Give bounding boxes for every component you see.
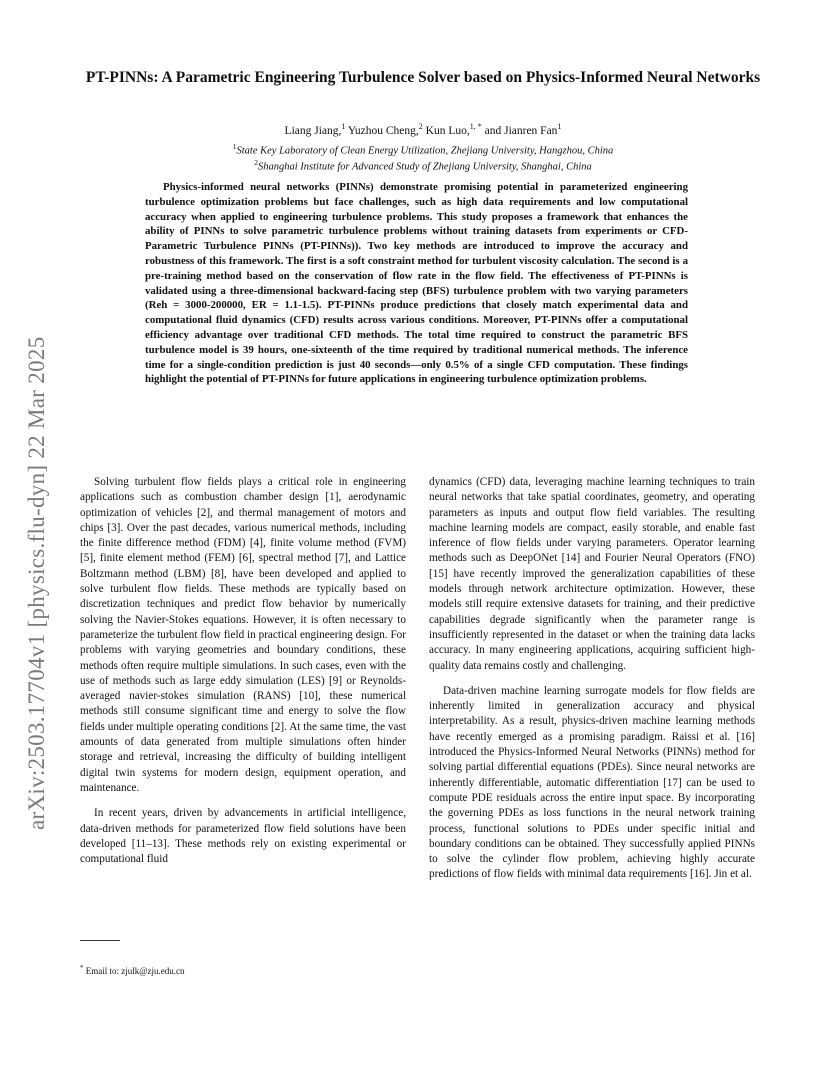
body-column-right: [429, 475, 755, 883]
body-paragraph: dynamics (CFD) data, leveraging machine learning techniques to train neural networks that take spatial coordinates, geometry, and operating parameters as inputs and output flow field variables. The resulting machine learning models are compact, easily storable, and enable fast inference of flow fields under varying parameters. Operator learning methods such as DeepONet [14] and Fourier Neural Operators (FNO) [15] have recently improved the generalization capabilities of these models through network architecture optimization. However, these models still require extensive datasets for training, and their predictive capabilities degrade significantly when the parameter range is insufficiently represented in the dataset or when the training data lacks accuracy. In many engineering applications, acquiring sufficient high-quality data remains costly and challenging.: [429, 476, 755, 672]
body-paragraph: Solving turbulent flow fields plays a critical role in engineering applications such as combustion chamber design [1], aerodynamic optimization of vehicles [2], and thermal management of motors and chips [3]. Over the past decades, various numerical methods, including the finite difference method (FDM) [4], finite volume method (FVM) [5], finite element method (FEM) [6], spectral method [7], and Lattice Boltzmann method (LBM) [8], have been developed and applied to solve turbulent flow fields. These methods are typically based on discretization techniques and predict flow behavior by numerically solving the Navier-Stokes equations. However, it is often necessary to parameterize the turbulent flow field in practical engineering design. For problems with varying geometries and boundary conditions, these methods often require multiple simulations. In such cases, even with the use of methods such as large eddy simulation (LES) [9] or Reynolds-averaged navier-stokes simulation (RANS) [10], these numerical methods still consume significant time and energy to solve the flow fields under multiple operating conditions [2]. At the same time, the vast amounts of data generated from multiple simulations often hinder storage and retrieval, increasing the difficulty of building intelligent digital twin systems for modern design, equipment operation, and maintenance.: [80, 476, 406, 794]
author-name: Liang Jiang,: [284, 124, 342, 137]
paper-title: PT-PINNs: A Parametric Engineering Turbulence Solver based on Physics-Informed Neural Networks: [85, 69, 761, 86]
footnote-divider: [80, 940, 120, 941]
footnote: [80, 964, 185, 976]
author-list: [70, 122, 776, 137]
affiliation-2: [70, 156, 776, 175]
author-name: Kun Luo,: [422, 124, 470, 137]
arxiv-identifier-stamp: arXiv:2503.17704v1 [physics.flu-dyn] 22 Mar 2025: [24, 336, 49, 830]
author-name: and Jianren Fan: [481, 124, 558, 137]
corresponding-email: Email to: zjulk@zju.edu.cn: [85, 966, 185, 976]
author-affiliation-mark: 1: [557, 122, 562, 131]
body-paragraph: In recent years, driven by advancements in artificial intelligence, data-driven methods for parameterized flow field solutions have been developed [11–13]. These methods rely on existing experimental or computational fluid: [80, 807, 406, 866]
author-affiliation-mark: 1: [341, 122, 346, 131]
affiliation-text: Shanghai Institute for Advanced Study of Zhejiang University, Shanghai, China: [258, 161, 592, 173]
author-affiliation-mark: 1, *: [469, 122, 482, 131]
abstract: Physics-informed neural networks (PINNs) demonstrate promising potential in parameterized engineering turbulence optimization problems but face challenges, such as high data requirements and low computational accuracy when applied to engineering turbulence problems. This study proposes a framework that enhances the ability of PINNs to solve parametric turbulence problems without training datasets from experiments or CFD-Parametric Turbulence PINNs (PT-PINNs)). Two key methods are introduced to improve the accuracy and robustness of this framework. The first is a soft constraint method for turbulent viscosity calculation. The second is a pre-training method based on the conservation of flow rate in the flow field. The effectiveness of PT-PINNs is validated using a three-dimensional backward-facing step (BFS) turbulence problem with two varying parameters (Reh = 3000-200000, ER = 1.1-1.5). PT-PINNs produce predictions that closely match experimental data and computational fluid dynamics (CFD) results across various conditions. Moreover, PT-PINNs offer a computational efficiency advantage over traditional CFD methods. The total time required to construct the parametric BFS turbulence model is 39 hours, one-sixteenth of the time required by traditional numerical methods. The inference time for a single-condition prediction is just 40 seconds—only 0.5% of a single CFD computation. These findings highlight the potential of PT-PINNs for future applications in engineering turbulence optimization problems.: [145, 181, 688, 386]
affiliation-mark: 2: [254, 158, 258, 167]
body-paragraph: Data-driven machine learning surrogate models for flow fields are inherently limited in generalization accuracy and physical interpretability. As a result, physics-driven machine learning methods have recently emerged as a promising paradigm. Raissi et al. [16] introduced the Physics-Informed Neural Networks (PINNs) method for solving partial differential equations (PDEs). Since neural networks are inherently differentiable, automatic differentiation [17] can be used to compute PDE residuals across the entire input space. By incorporating the governing PDEs as loss functions in the neural network training process, functional solutions to PDEs under specific initial and boundary conditions can be obtained. They successfully applied PINNs to solve the cylinder flow problem, achieving highly accurate predictions of flow fields with minimal data requirements [16]. Jin et al.: [429, 684, 755, 881]
body-column-left: [80, 475, 406, 867]
footnote-mark: *: [80, 964, 84, 972]
affiliation-text: State Key Laboratory of Clean Energy Utilization, Zhejiang University, Hangzhou, China: [236, 145, 614, 157]
author-name: Yuzhou Cheng,: [345, 124, 419, 137]
author-affiliation-mark: 2: [418, 122, 423, 131]
affiliation-mark: 1: [232, 142, 237, 151]
